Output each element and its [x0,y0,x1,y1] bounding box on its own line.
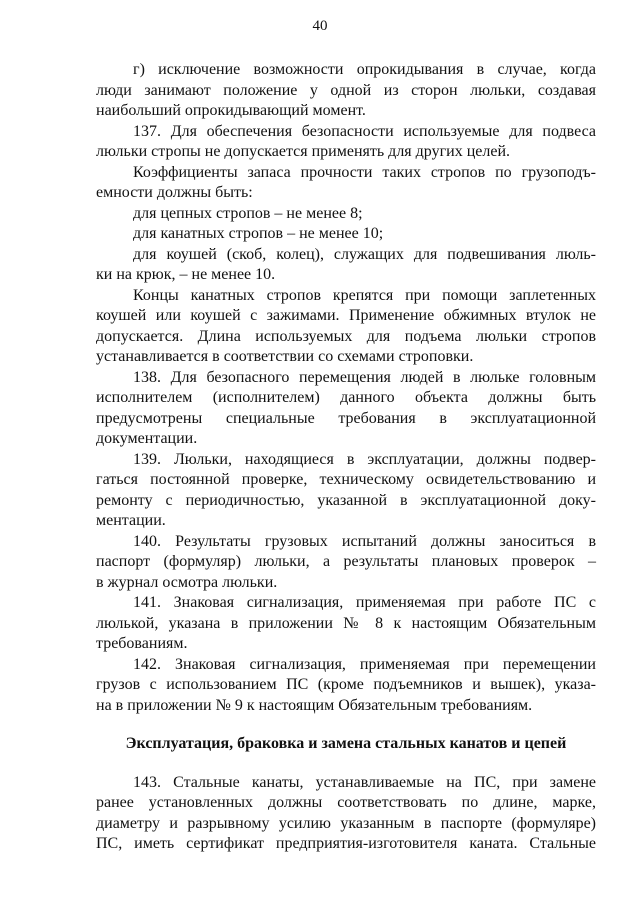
text-line: предусмотрены специальные требования в эксплуатационной [96,409,596,427]
text-block-before-heading [96,60,596,716]
text-line: 139. Люльки, находящиеся в эксплуатации, должны подвер- [133,450,596,468]
text-line: емности должны быть: [96,184,253,201]
text-line: 141. Знаковая сигнализация, применяемая при работе ПС с [133,594,596,611]
text-line: 137. Для обеспечения безопасности используемые для подвеса [133,122,596,140]
text-line: диаметру и разрывному усилию указанным в паспорте (формуляре) [96,814,596,832]
text-line: требованиям. [96,635,188,652]
text-line: допускается. Длина используемых для подъема люльки стропов [96,327,596,345]
text-line: устанавливается в соответствии со схемами строповки. [96,348,474,365]
text-line: исполнителем (исполнителем) данного объекта должны быть [96,389,596,406]
text-line: Концы канатных стропов крепятся при помощи заплетенных [133,286,596,304]
text-line: для коушей (скоб, колец), служащих для подвешивания люль- [133,245,596,263]
text-line: гаться постоянной проверке, техническому освидетельствованию и [96,471,596,488]
text-line: 142. Знаковая сигнализация, применяемая при перемещении [133,655,596,673]
text-block-after-heading [96,773,596,855]
text-line: 140. Результаты грузовых испытаний должны заноситься в [133,532,596,550]
text-line: ремонту с периодичностью, указанной в эксплуатационной доку- [96,491,596,509]
section-heading: Эксплуатация, браковка и замена стальных канатов и цепей [125,735,567,752]
text-line: на в приложении № 9 к настоящим Обязательным требованиям. [96,696,533,714]
text-line: для цепных стропов – не менее 8; [133,204,363,222]
text-line: ПС, иметь сертификат предприятия-изготовителя каната. Стальные [96,835,596,852]
text-line: документации. [96,430,198,447]
text-line: в журнал осмотра люльки. [96,573,278,591]
text-line: Коэффициенты запаса прочности таких стропов по грузоподъ- [133,163,596,181]
text-line: паспорт (формуляр) люльки, а результаты плановых проверок – [96,553,596,570]
text-line: 138. Для безопасного перемещения людей в люльке головным [133,368,596,386]
text-line: ментации. [96,512,166,529]
text-line: ки на крюк, – не менее 10. [96,266,276,283]
text-line: г) исключение возможности опрокидывания в случае, когда [133,61,596,78]
text-line: ранее установленных должны соответствовать по длине, марке, [96,794,596,811]
text-line: наибольший опрокидывающий момент. [96,102,366,119]
text-line: 143. Стальные канаты, устанавливаемые на ПС, при замене [133,773,596,791]
text-line: коушей или коушей с зажимами. Применение обжимных втулок не [96,307,596,324]
document-body [96,60,596,855]
text-line: люди занимают положение у одной из сторон люльки, создавая [96,81,596,99]
text-line: грузов с использованием ПС (кроме подъемников и вышек), указа- [96,676,596,693]
text-line: люльки стропы не допускается применять для других целей. [96,143,511,160]
page-number: 40 [312,18,328,34]
text-line: люлькой, указана в приложении № 8 к настоящим Обязательным [96,614,596,632]
text-line: для канатных стропов – не менее 10; [133,225,384,242]
